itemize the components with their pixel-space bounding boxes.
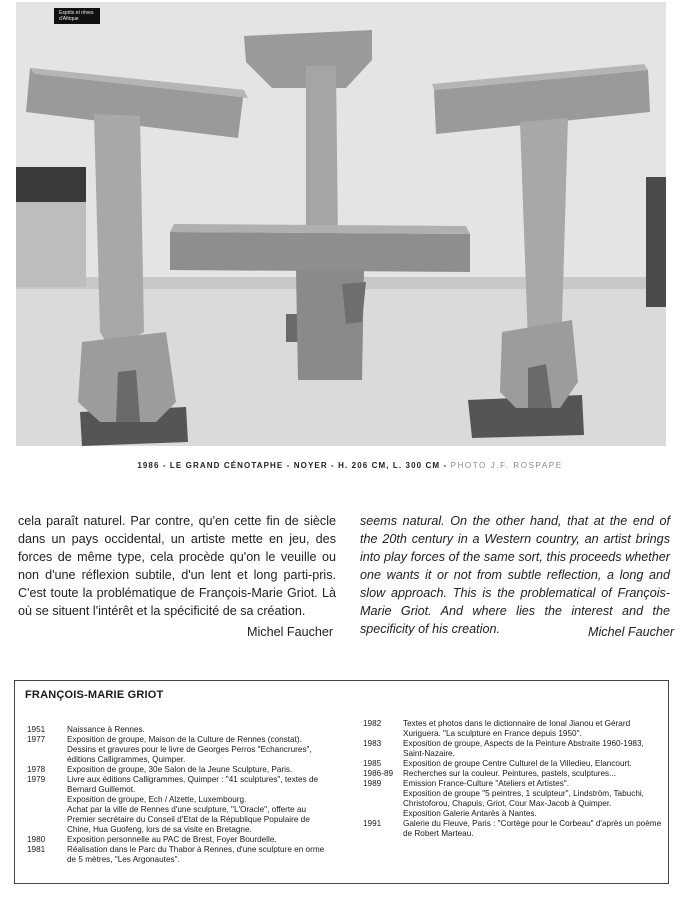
bio-entry xyxy=(27,845,327,865)
bio-text: Exposition de groupe, Ech / Alzette, Luxembourg. xyxy=(67,795,247,804)
bio-year: 1980 xyxy=(27,835,46,844)
bio-entry xyxy=(27,775,327,795)
bio-text: Exposition de groupe, Maison de la Culture de Rennes (constat). xyxy=(67,735,302,744)
bio-text: Exposition de groupe, Aspects de la Peinture Abstraite 1960-1983, Saint-Nazaire. xyxy=(403,739,644,758)
bio-year: 1951 xyxy=(27,725,46,734)
photo-label: Esprits et rêves d'Afrique xyxy=(54,8,100,24)
bio-text: Recherches sur la couleur. Peintures, pastels, sculptures... xyxy=(403,769,616,778)
bio-entry xyxy=(363,789,663,809)
biography-title: FRANÇOIS-MARIE GRIOT xyxy=(25,689,164,701)
biography-right-column xyxy=(363,719,663,839)
bio-text: Dessins et gravures pour le livre de Georges Perros "Echancrures", éditions Calligrammes, Quimper. xyxy=(67,745,312,764)
bio-text: Emission France-Culture "Ateliers et Artistes". xyxy=(403,779,569,788)
bio-entry xyxy=(363,809,663,819)
bio-entry xyxy=(363,759,663,769)
bio-text: Textes et photos dans le dictionnaire de Ional Jianou et Gérard Xuriguera. "La sculpture en France depuis 1950". xyxy=(403,719,631,738)
bio-year: 1982 xyxy=(363,719,382,728)
bio-text: Exposition personnelle au PAC de Brest, Foyer Bourdelle. xyxy=(67,835,277,844)
bio-year: 1989 xyxy=(363,779,382,788)
bio-year xyxy=(363,809,403,819)
text-french: cela paraît naturel. Par contre, qu'en cette fin de siècle dans un pays occidental, un artiste mette en jeu, des forces de même type, cela procède qu'on le veuille ou non d'une réflexion subtile, d'un lent et long parti-pris. C'est toute la problématique de François-Marie Griot. Là où se situent l'intérêt et la spécificité de sa création. xyxy=(18,514,336,618)
bio-text: Réalisation dans le Parc du Thabor à Rennes, d'une sculpture en orme de 5 mètres, "Les Argonautes". xyxy=(67,845,325,864)
bio-entry xyxy=(27,835,327,845)
bio-entry xyxy=(363,769,663,779)
bio-entry xyxy=(363,739,663,759)
bio-year: 1979 xyxy=(27,775,46,784)
sculpture-photo xyxy=(16,2,666,446)
bio-text: Livre aux éditions Calligrammes, Quimper : "41 sculptures", textes de Bernard Guillemot. xyxy=(67,775,319,794)
bio-text: Exposition de groupe, 30e Salon de la Jeune Sculpture, Paris. xyxy=(67,765,293,774)
bio-text: Galerie du Fleuve, Paris : "Cortège pour le Corbeau" d'après un poème de Robert Marteau. xyxy=(403,819,662,838)
signature-english: Michel Faucher xyxy=(588,625,675,639)
bio-entry xyxy=(27,745,327,765)
text-english: seems natural. On the other hand, that at the end of the 20th century in a Western country, an artist brings into play forces of the same sort, this proceeds whether one wants it or not from subtle reflection, a long and slow approach. This is the problematical of François-Marie Griot. And where lies the interest and the specificity of his creation. xyxy=(360,514,670,636)
bio-text: Exposition de groupe "5 peintres, 1 sculpteur", Lindström, Tabuchi, Christoforou, Chapuis, Griot, Cour Max-Jacob à Quimper. xyxy=(403,789,644,808)
caption-main: 1986 - LE GRAND CÉNOTAPHE - NOYER - H. 206 CM, L. 300 CM - xyxy=(137,461,451,470)
bio-year: 1977 xyxy=(27,735,46,744)
bio-year: 1978 xyxy=(27,765,46,774)
bio-year xyxy=(363,789,403,809)
bio-entry xyxy=(363,779,663,789)
bio-year xyxy=(27,805,67,835)
bio-year: 1981 xyxy=(27,845,46,854)
bio-entry xyxy=(27,735,327,745)
signature-french: Michel Faucher xyxy=(247,625,334,639)
bio-entry xyxy=(363,719,663,739)
bio-entry xyxy=(27,795,327,805)
bio-year: 1985 xyxy=(363,759,382,768)
bio-entry xyxy=(27,765,327,775)
bio-entry xyxy=(363,819,663,839)
bio-text: Achat par la ville de Rennes d'une sculpture, "L'Oracle", offerte au Premier secrétaire du Conseil d'Etat de la République Populaire de Chine, Hua Guofeng, lors de sa visite en Bretagne. xyxy=(67,805,310,834)
biography-left-column xyxy=(27,725,327,865)
bio-text: Exposition de groupe Centre Culturel de la Villedieu, Elancourt. xyxy=(403,759,632,768)
bio-year: 1986-89 xyxy=(363,769,394,778)
bio-year: 1983 xyxy=(363,739,382,748)
photo-credit: PHOTO J.F. ROSPAPE xyxy=(450,461,563,470)
bio-text: Naissance à Rennes. xyxy=(67,725,145,734)
bio-text: Exposition Galerie Antarès à Nantes. xyxy=(403,809,537,818)
bio-year: 1991 xyxy=(363,819,382,828)
bio-year xyxy=(27,745,67,765)
photo-caption xyxy=(0,461,700,470)
bio-year xyxy=(27,795,67,805)
biography-box xyxy=(14,680,669,884)
bio-entry xyxy=(27,725,327,735)
bio-entry xyxy=(27,805,327,835)
sculpture-illustration xyxy=(16,2,666,446)
